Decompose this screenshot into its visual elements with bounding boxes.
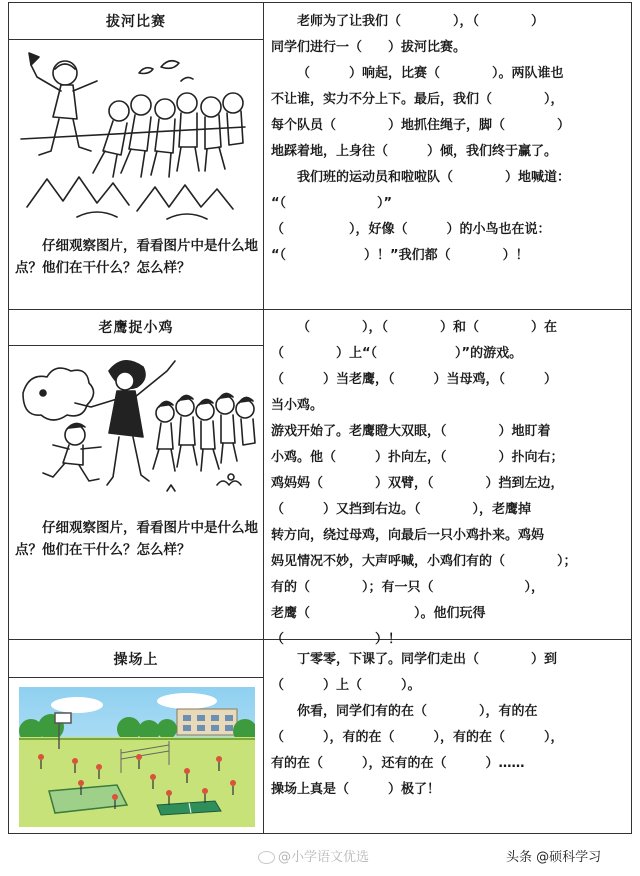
text-line: 丁零零，下课了。同学们走出（ ）到 xyxy=(297,652,558,667)
source-credit: 头条 @硕科学习 xyxy=(506,850,602,865)
text-line: （ ）又挡到右边。（ ），老鹰掉 xyxy=(271,502,532,517)
worksheet-table xyxy=(8,2,632,834)
watermark-text: @小学语文优选 xyxy=(278,850,370,865)
text-line: 同学们进行一（ ）拔河比赛。 xyxy=(271,40,467,55)
section-instruction-1: 仔细观察图片，看看图片中是什么地点？他们在干什么？怎么样？ xyxy=(15,238,258,276)
title-divider-1 xyxy=(9,39,263,40)
text-line: 游戏开始了。老鹰瞪大双眼，（ ）地盯着 xyxy=(271,424,551,439)
text-line: （ ）上“（ ）”的游戏。 xyxy=(271,346,523,361)
text-line: 老师为了让我们（ ），（ ） xyxy=(297,14,545,29)
section-divider-1 xyxy=(9,309,631,310)
section-text-1 xyxy=(271,9,627,269)
text-line: 有的在（ ），还有的在（ ）…… xyxy=(271,756,525,771)
text-line: 有的（ ）；有一只（ ）， xyxy=(271,580,545,595)
title-divider-2 xyxy=(9,345,263,346)
section-instruction-2: 仔细观察图片，看看图片中是什么地点？他们在干什么？怎么样？ xyxy=(15,520,258,558)
text-line: （ ）！ xyxy=(271,632,402,647)
text-line: 地踩着地，上身往（ ）倾，我们终于赢了。 xyxy=(271,144,558,159)
text-line: 老鹰（ ）。他们玩得 xyxy=(271,606,486,621)
text-line: 我们班的运动员和啦啦队（ ）地喊道： xyxy=(297,170,571,185)
text-line: 操场上真是（ ）极了！ xyxy=(271,782,441,797)
text-line: “（ ）” xyxy=(271,196,393,211)
title-divider-3 xyxy=(9,677,263,678)
text-line: 当小鸡。 xyxy=(271,398,324,413)
section-text-3 xyxy=(271,647,627,803)
text-line: 鸡妈妈（ ）双臂，（ ）挡到左边， xyxy=(271,476,564,491)
watermark xyxy=(258,846,369,870)
tug-of-war-illustration xyxy=(17,47,257,223)
text-line: 转方向，绕过母鸡，向最后一只小鸡扑来。鸡妈 xyxy=(271,528,545,543)
text-line: 每个队员（ ）地抓住绳子，脚（ ） xyxy=(271,118,571,133)
section-title-playground: 操场上 xyxy=(113,652,159,668)
text-line: 小鸡。他（ ）扑向左，（ ）扑向右； xyxy=(271,450,564,465)
text-line: （ ）上（ ）。 xyxy=(271,678,421,693)
section-text-2 xyxy=(271,315,627,653)
text-line: 妈见情况不妙，大声呼喊，小鸡们有的（ ）； xyxy=(271,554,577,569)
section-title-tug-of-war: 拔河比赛 xyxy=(106,14,166,30)
text-line: （ ），有的在（ ），有的在（ ）， xyxy=(271,730,564,745)
section-title-eagle-catches-chicks: 老鹰捉小鸡 xyxy=(98,320,174,336)
playground-illustration xyxy=(19,687,255,827)
column-divider xyxy=(263,3,264,833)
eagle-catches-chicks-illustration xyxy=(17,353,257,503)
text-line: （ ）响起，比赛（ ）。两队谁也 xyxy=(297,66,564,81)
text-line: （ ）当老鹰，（ ）当母鸡，（ ） xyxy=(271,372,558,387)
text-line: 不让谁，实力不分上下。最后，我们（ ）， xyxy=(271,92,564,107)
text-line: （ ），好像（ ）的小鸟也在说： xyxy=(271,222,551,237)
text-line: 你看，同学们有的在（ ），有的在 xyxy=(297,704,538,719)
text-line: “（ ）！”我们都（ ）！ xyxy=(271,248,529,263)
text-line: （ ），（ ）和（ ）在 xyxy=(297,320,558,335)
weibo-icon xyxy=(258,851,275,864)
